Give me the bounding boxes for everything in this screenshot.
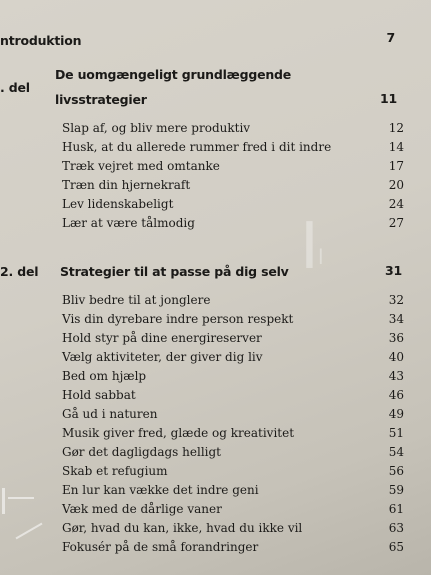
toc-entry: [62, 293, 404, 309]
show-through-mark: [2, 488, 5, 514]
toc-entry: [62, 445, 404, 461]
toc-entry-page: 14: [388, 140, 404, 154]
toc-entry-title: Bed om hjælp: [62, 369, 147, 383]
toc-entry: [62, 540, 404, 556]
toc-entry-title: Træk vejret med omtanke: [62, 159, 220, 173]
toc-entry-title: Lev lidenskabeligt: [62, 197, 174, 211]
toc-entry: [62, 178, 404, 194]
toc-entry: [62, 464, 404, 480]
toc-entry-page: 54: [388, 445, 404, 459]
toc-entry: [62, 140, 404, 156]
toc-entry-title: Væk med de dårlige vaner: [62, 502, 222, 516]
toc-entry-title: Bliv bedre til at jonglere: [62, 293, 211, 307]
toc-entry: [62, 121, 404, 137]
toc-entry-page: 65: [388, 540, 404, 554]
toc-entry: [62, 369, 404, 385]
toc-entry-title: Vis din dyrebare indre person respekt: [62, 312, 294, 326]
toc-entry-page: 43: [388, 369, 404, 383]
toc-entry: [62, 521, 404, 537]
toc-entry-title: Fokusér på de små forandringer: [62, 540, 259, 554]
toc-entry-page: 34: [388, 312, 404, 326]
part1-title-line1: De uomgængeligt grundlæggende: [55, 67, 292, 82]
toc-entry-page: 59: [388, 483, 404, 497]
toc-entry: [62, 426, 404, 442]
toc-entry: [62, 388, 404, 404]
toc-entry-title: Gør, hvad du kan, ikke, hvad du ikke vil: [62, 521, 303, 535]
toc-entry: [62, 407, 404, 423]
toc-entry-title: Hold styr på dine energireserver: [62, 331, 262, 345]
toc-entry-title: Hold sabbat: [62, 388, 136, 402]
toc-entry-title: Slap af, og bliv mere produktiv: [62, 121, 251, 135]
toc-entry: [62, 159, 404, 175]
show-through-mark: [16, 523, 43, 540]
toc-entry-title: Gå ud i naturen: [62, 407, 158, 421]
toc-entry: [62, 483, 404, 499]
toc-entry: [62, 350, 404, 366]
toc-entry-page: 61: [388, 502, 404, 516]
toc-entry-page: 46: [388, 388, 404, 402]
show-through-mark: [8, 497, 34, 499]
toc-entry-title: En lur kan vække det indre geni: [62, 483, 259, 497]
toc-entry-title: Vælg aktiviteter, der giver dig liv: [62, 350, 263, 364]
intro-label: ntroduktion: [0, 33, 82, 48]
toc-entry-page: 24: [388, 197, 404, 211]
toc-entry-page: 12: [388, 121, 404, 135]
part1-label: . del: [0, 80, 30, 95]
toc-entry-page: 20: [388, 178, 404, 192]
toc-entry-page: 17: [388, 159, 404, 173]
intro-page-number: 7: [386, 30, 395, 45]
part1-page-number: 11: [380, 91, 397, 106]
toc-entry: [62, 197, 404, 213]
toc-entry: [62, 216, 404, 232]
toc-entry-title: Gør det dagligdags helligt: [62, 445, 221, 459]
show-through-decoration: l: [318, 245, 324, 269]
toc-entry-title: Husk, at du allerede rummer fred i dit indre: [62, 140, 332, 154]
toc-entry: [62, 331, 404, 347]
part2-title: Strategier til at passe på dig selv: [60, 264, 289, 279]
toc-entry-page: 56: [388, 464, 404, 478]
toc-entry-title: Træn din hjernekraft: [62, 178, 191, 192]
toc-entry-title: Musik giver fred, glæde og kreativitet: [62, 426, 295, 440]
toc-entry-page: 36: [388, 331, 404, 345]
part1-title-line2: livsstrategier: [55, 92, 147, 107]
toc-entry-page: 49: [388, 407, 404, 421]
toc-entry: [62, 502, 404, 518]
show-through-decoration: I: [300, 210, 319, 284]
part2-page-number: 31: [385, 263, 402, 278]
toc-entry-page: 51: [388, 426, 404, 440]
toc-entry-title: Skab et refugium: [62, 464, 168, 478]
toc-entry-page: 27: [388, 216, 404, 230]
toc-entry: [62, 312, 404, 328]
toc-entry-page: 32: [388, 293, 404, 307]
part2-label: 2. del: [0, 264, 39, 279]
toc-entry-title: Lær at være tålmodig: [62, 216, 195, 230]
toc-entry-page: 40: [388, 350, 404, 364]
toc-entry-page: 63: [388, 521, 404, 535]
